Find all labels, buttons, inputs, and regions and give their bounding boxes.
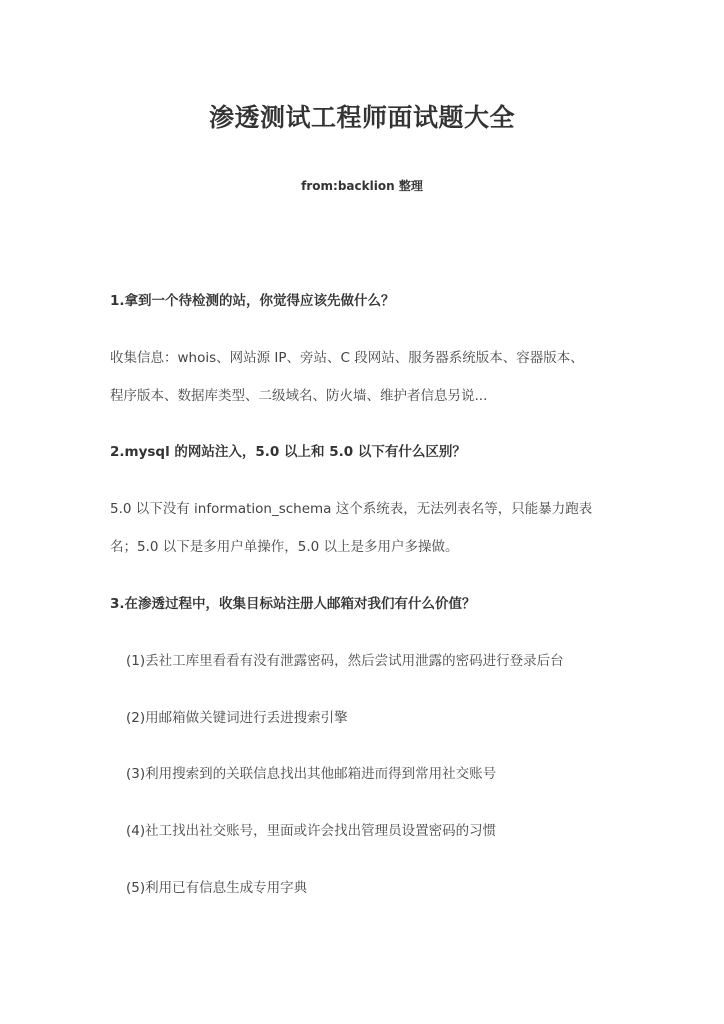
answer-3-item-5: (5)利用已有信息生成专用字典 [126, 880, 308, 896]
page-title: 渗透测试工程师面试题大全 [208, 103, 515, 132]
answer-1-line-1: 收集信息：whois、网站源 IP、旁站、C 段网站、服务器系统版本、容器版本、 [110, 350, 584, 366]
answer-2-line-1: 5.0 以下没有 information_schema 这个系统表，无法列表名等，只能暴力跑表 [110, 501, 593, 517]
question-1-heading: 1.拿到一个待检测的站，你觉得应该先做什么？ [110, 293, 395, 309]
answer-3-item-3: (3)利用搜索到的关联信息找出其他邮箱进而得到常用社交账号 [126, 766, 497, 782]
question-2-heading: 2.mysql 的网站注入，5.0 以上和 5.0 以下有什么区别？ [110, 444, 466, 460]
answer-2-line-2: 名；5.0 以下是多用户单操作，5.0 以上是多用户多操做。 [110, 539, 459, 555]
answer-3-item-1: (1)丢社工库里看看有没有泄露密码，然后尝试用泄露的密码进行登录后台 [126, 653, 564, 669]
answer-1-line-2: 程序版本、数据库类型、二级域名、防火墙、维护者信息另说... [110, 388, 488, 404]
answer-3-item-2: (2)用邮箱做关键词进行丢进搜索引擎 [126, 710, 348, 726]
question-3-heading: 3.在渗透过程中，收集目标站注册人邮箱对我们有什么价值？ [110, 596, 476, 612]
answer-3-item-4: (4)社工找出社交账号，里面或许会找出管理员设置密码的习惯 [126, 823, 497, 839]
page-subtitle: from:backlion 整理 [301, 179, 423, 193]
